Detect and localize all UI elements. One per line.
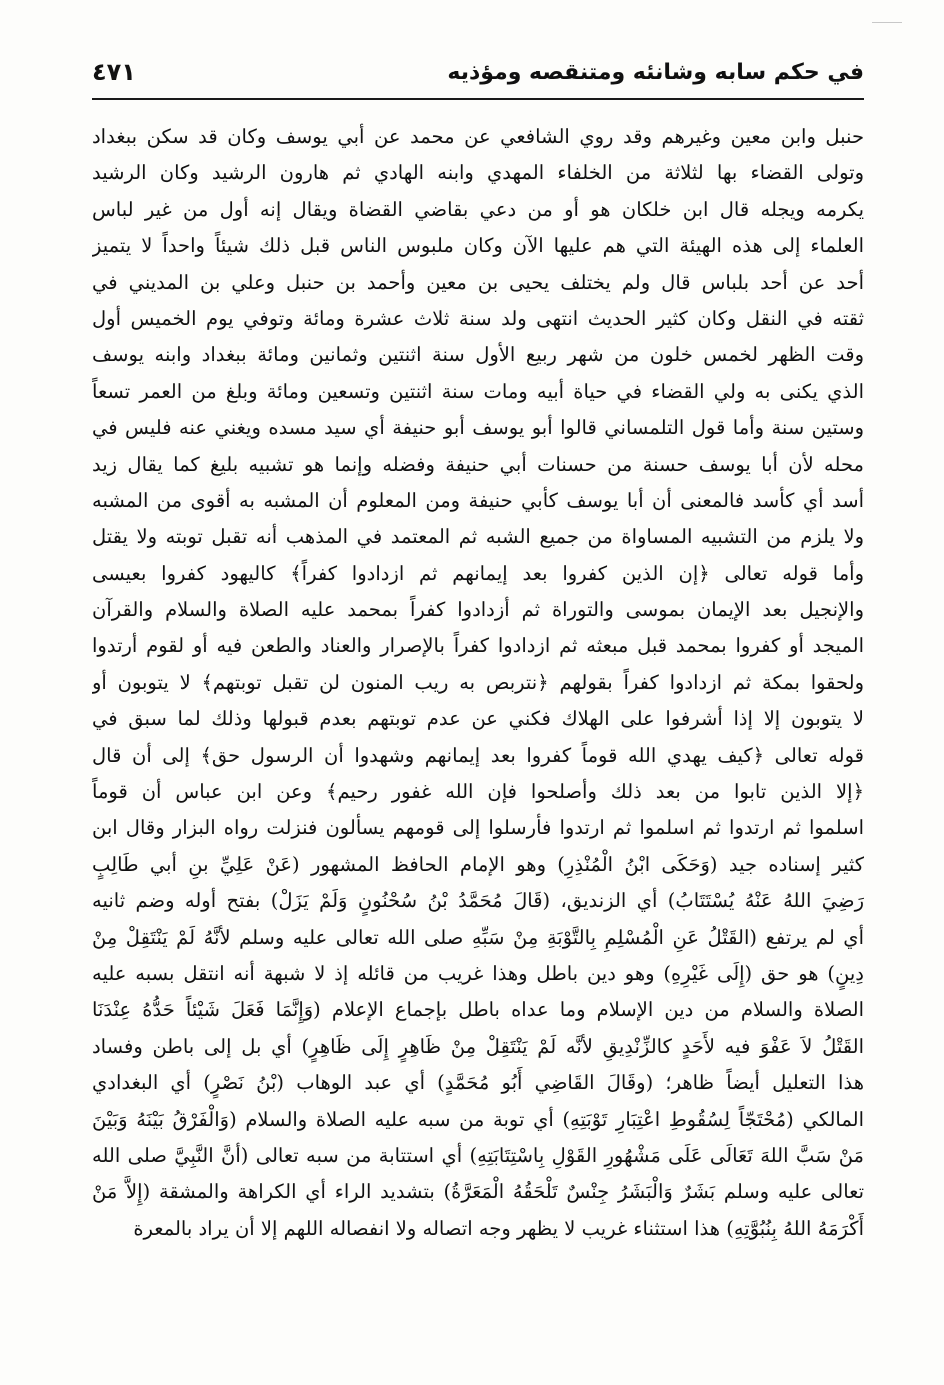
text-line: هذا التعليل أيضاً ظاهر؛ (وقَالَ القَاضِي أَبُو مُحَمَّدٍ) أي عبد الوهاب (بْنُ نَصْرٍ) أي البغدادي bbox=[92, 1071, 864, 1095]
text-line: كثير إسناده جيد (وَحَكَى ابْنُ الْمُنْذِرِ) وهو الإمام الحافظ المشهور (عَنْ عَلِيِّ بنِ أبي طَالِبٍ bbox=[92, 852, 864, 876]
text-line: مَنْ سَبَّ اللهَ تَعَالَى عَلَى مَشْهُورِ القَوْلِ بِاسْتِتَابَتِهِ) أي استتابة من سبه تعالى (أنَّ النَّبِيَّ صلى الله bbox=[92, 1143, 864, 1167]
text-line: الذي يكنى به ولي القضاء في حياة أبيه ومات سنة اثنتين وتسعين ومائة وبلغ من العمر تسعاً bbox=[92, 379, 864, 403]
text-line: وستين سنة وأما قول التلمساني قالوا أبو يوسف أبو حنيفة أي سيد مسده ويغني عنه فليس في bbox=[92, 416, 864, 440]
header-rule bbox=[92, 98, 864, 100]
text-line: قوله تعالى ﴿كيف يهدي الله قوماً كفروا بعد إيمانهم وشهدوا أن الرسول حق﴾ إلى أن قال bbox=[92, 743, 864, 767]
text-line: أسد أي كأسد فالمعنى أن أبا يوسف كأبي حنيفة ومن المعلوم أن المشبه به أقوى من المشبه bbox=[92, 488, 864, 512]
text-line: والإنجيل بعد الإيمان بموسى والتوراة ثم أزدادوا كفراً بمحمد عليه الصلاة والسلام والقرآن bbox=[92, 598, 864, 622]
text-line: أَكْرَمَهُ اللهُ بِنُبُوَّتِهِ) هذا استثناء غريب لا يظهر وجه اتصاله ولا انفصاله اللهم إلا أن يراد بالمعرة bbox=[133, 1216, 864, 1240]
text-line: لا يتوبون إلا إذا أشرفوا على الهلاك فكني عن عدم توبتهم بعدم قبولها وذلك لما سبق في bbox=[92, 707, 864, 731]
text-line: حنبل وابن معين وغيرهم وقد روي الشافعي عن محمد عن أبي يوسف وكان قد سكن ببغداد bbox=[92, 125, 864, 148]
text-line: ولحقوا بمكة ثم ازدادوا كفراً بقولهم ﴿نتربص به ريب المنون لن تقبل توبتهم﴾ لا يتوبون أو bbox=[92, 670, 864, 694]
text-line: القَتْلُ لاَ عَفْوَ فيه لأَحَدٍ كالزِّنْدِيقِ لأنَّه لَمْ يَنْتَقِلْ مِنْ ظَاهِرٍ إِلَى ظَاهِرٍ) أي بل إلى باطن وفساد bbox=[92, 1034, 864, 1058]
text-line: الصلاة والسلام من دين الإسلام وما عداه باطل بإجماع الإعلام (وَإِنَّمَا فَعَلَ شَيْئاً حَدُّهُ عِنْدَنَا bbox=[92, 998, 864, 1022]
text-line: ﴿إلا الذين تابوا من بعد ذلك وأصلحوا فإن الله غفور رحيم﴾ وعن ابن عباس أن قوماً bbox=[92, 780, 864, 804]
text-line: وقت الظهر لخمس خلون من شهر ربيع الأول سنة اثنتين وثمانين ومائة ببغداد وابنه يوسف bbox=[92, 343, 864, 367]
text-line: يكرمه ويجله قال ابن خلكان هو أو من دعي بقاضي القضاة ويقال إنه أول من غير لباس bbox=[92, 197, 864, 221]
text-line: دِينٍ) هو حق (إِلَى غَيْرِهِ) وهو دين باطل وهذا غريب من قائله إذ لا شبهة أنه انتقل بسبه عليه bbox=[92, 961, 864, 985]
text-line: أحد عن أحد بلباس قال ولم يختلف يحيى بن معين وأحمد بن حنبل وعلي بن المديني في bbox=[92, 270, 864, 294]
text-line: العلماء إلى هذه الهيئة التي هم عليها الآن وكان ملبوس الناس قبل ذلك شيئاً واحداً لا يتميز bbox=[92, 234, 864, 258]
text-line: وتولى القضاء بها لثلاثة من الخلفاء المهدي وابنه الهادي ثم هارون الرشيد وكان الرشيد bbox=[92, 161, 864, 185]
text-line: ثقته في النقل وكان كثير الحديث انتهى ولد سنة ثلاث عشرة ومائة وتوفي يوم الخميس أول bbox=[92, 306, 864, 330]
scan-mark bbox=[872, 22, 902, 23]
body-text bbox=[92, 119, 864, 1247]
text-line: المالكي (مُحْتَجّاً لِسُقُوطِ اعْتِبَارِ تَوْبَتِهِ) أي توبة من سبه عليه الصلاة والسلام (وَالْفَرْقُ بَيْنَهُ وَبَيْنَ bbox=[92, 1107, 864, 1131]
text-line: ولا يلزم من التشبيه المساواة من جميع الشبه ثم المعتمد في المذهب أنه تقبل توبته ولا يقتل bbox=[92, 525, 864, 549]
running-title: في حكم سابه وشانئه ومتنقصه ومؤذيه bbox=[447, 60, 864, 85]
page-number: ٤٧١ bbox=[92, 58, 136, 86]
text-line: الميجد أو كفروا بمحمد قبل مبعثه ثم ازدادوا كفراً بالإصرار والعناد والطعن فيه أو لقوم أرتدوا bbox=[92, 634, 864, 658]
page-header bbox=[92, 56, 864, 96]
text-line: اسلموا ثم ارتدوا ثم اسلموا ثم ارتدوا فأرسلوا إلى قومهم يسألون فنزلت رواه البزار وقال ابن bbox=[92, 816, 864, 840]
text-line: تعالى عليه وسلم بَشَرٌ وَالْبَشَرُ جِنْسٌ تَلْحَقُهُ الْمَعَرَّةُ) بتشديد الراء أي الكراهة والمشقة (إِلاَّ مَنْ bbox=[92, 1180, 864, 1204]
text-line: وأما قوله تعالى ﴿إن الذين كفروا بعد إيمانهم ثم ازدادوا كفراً﴾ كاليهود كفروا بعيسى bbox=[92, 561, 864, 585]
text-line: رَضِيَ اللهُ عَنْهُ يُسْتَتَابُ) أي الزنديق، (قَالَ مُحَمَّدُ بْنُ سُحْنُونٍ وَلَمْ يَزَلْ) بفتح أوله وضم ثانيه bbox=[92, 889, 864, 913]
text-line: أي لم يرتفع (القَتْلُ عَنِ الْمُسْلِمِ بِالتَّوْبَةِ مِنْ سَبِّهِ صلى الله تعالى عليه وسلم لأنَّهُ لَمْ يَنْتَقِلْ مِنْ bbox=[92, 925, 864, 949]
text-line: محله لأن أبا يوسف حسنة من حسنات أبي حنيفة وفضله وإنما هو تشبيه بليغ كما يقال زيد bbox=[92, 452, 864, 476]
